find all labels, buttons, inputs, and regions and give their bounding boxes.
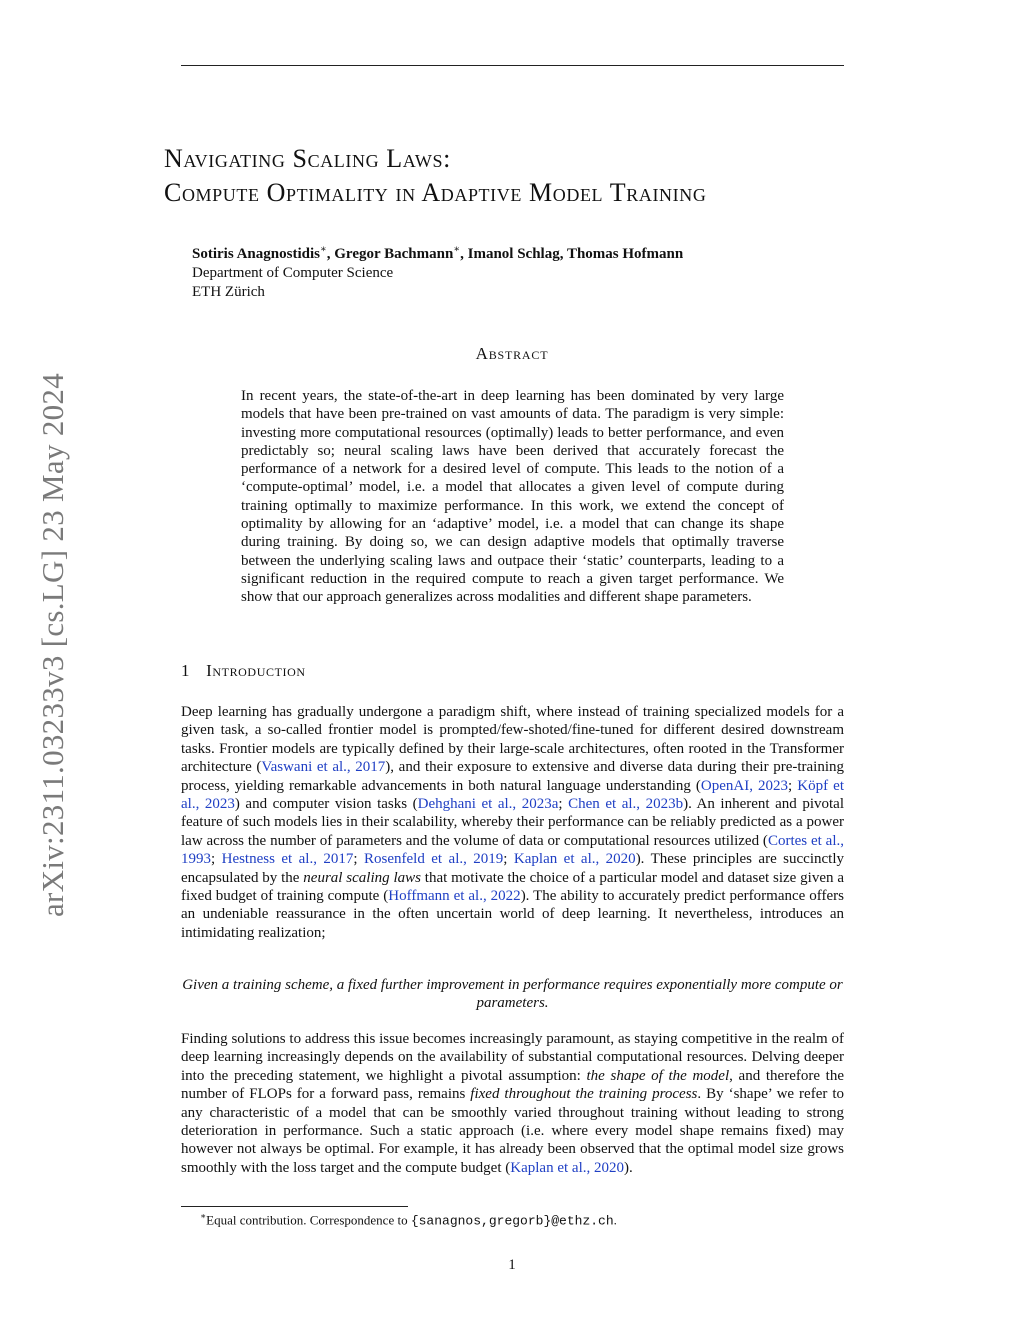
highlighted-statement: Given a training scheme, a fixed further improvement in performance requires exponentially more compute or parameters. [182,977,843,1012]
text-run: that motivate the choice of a particular model and dataset size given a fixed budget of training compute ( [181,869,844,905]
section-title: Introduction [206,661,306,680]
text-run: ) and computer vision tasks ( [234,796,418,813]
text-run: ). An inherent and pivotal feature of such models lies in their scalability, whereby their performance can be reliably predicted as a power law across the number of parameters and the volume of data or computational resources utilized ( [181,796,844,849]
intro-paragraph-2 [181,1030,844,1177]
footnote-mark: ∗ [200,1211,207,1221]
arxiv-sidebar-stamp: arXiv:2311.03233v3 [cs.LG] 23 May 2024 [35,372,70,918]
footnote-text: Equal contribution. Correspondence to [206,1212,411,1228]
citation-link[interactable]: Rosenfeld et al., 2019 [364,851,504,868]
author-names [192,240,683,264]
author-institution: ETH Zürich [192,284,265,300]
text-run: Deep learning has gradually undergone a paradigm shift, where instead of training specialized models for a given task, a so-called frontier model is prompted/few-shoted/fine-tuned for different desired downstream tasks. Frontier models are typically defined by their large-scale architectures, often rooted in the Transformer architecture ( [181,704,844,776]
text-run: , and therefore the number of FLOPs for a forward pass, remains [181,1067,844,1103]
citation-link[interactable]: Hestness et al., 2017 [221,851,354,868]
author-1-mark: ∗ [319,244,327,255]
citation-link[interactable]: Dehghani et al., 2023a [417,796,559,813]
author-1: Sotiris Anagnostidis [192,246,320,262]
text-run: ; [211,851,222,868]
footnote-end: . [613,1212,617,1228]
citation-link[interactable]: Kaplan et al., 2020 [513,851,636,868]
citation-link[interactable]: Cortes et al., 1993 [181,832,844,868]
text-run: ). The ability to accurately predict performance offers an undeniable reassurance in the often uncertain world of deep learning. It nevertheless, introduces an intimidating realization; [181,888,844,941]
footnote [200,1208,617,1229]
text-run: ). These principles are succinctly encapsulated by the [181,851,844,886]
title-line-2: Compute Optimality in Adaptive Model Training [164,178,707,207]
text-run: ). [623,1159,633,1176]
text-run: ; [788,777,798,794]
page-number: 1 [508,1257,516,1273]
author-sep: , [326,246,335,262]
paper-title [164,142,884,210]
footnote-rule [181,1206,408,1207]
citation-link[interactable]: Chen et al., 2023b [568,796,684,813]
text-run: ), and their exposure to extensive and diverse data during their pre-training process, yielding remarkable advancements in both natural language understanding ( [181,759,845,794]
emphasis-text: neural scaling laws [303,869,421,886]
section-number: 1 [181,661,191,680]
citation-link[interactable]: Vaswani et al., 2017 [261,759,386,776]
author-block [192,240,683,302]
author-2: Gregor Bachmann [334,246,454,262]
citation-link[interactable]: Kaplan et al., 2020 [510,1159,624,1176]
author-2-mark: ∗ [453,244,461,255]
citation-link[interactable]: Hoffmann et al., 2022 [388,888,521,905]
text-run: ; [353,851,365,868]
title-line-1: Navigating Scaling Laws: [164,144,451,173]
author-department: Department of Computer Science [192,265,394,281]
text-run: ; [503,851,514,868]
author-others: , Imanol Schlag, Thomas Hofmann [460,246,684,262]
text-run: Finding solutions to address this issue becomes increasingly paramount, as staying competitive in the realm of deep learning increasingly depends on the availability of substantial computational resources. Delving deeper into the preceding statement, we highlight a pivotal assumption: [181,1031,844,1084]
abstract-heading: Abstract [475,344,549,363]
citation-link[interactable]: Köpf et al., 2023 [181,777,844,813]
top-rule [181,65,844,66]
footnote-email: {sanagnos,gregorb}@ethz.ch [410,1213,614,1229]
citation-link[interactable]: OpenAI, 2023 [700,777,789,794]
emphasis-text: the shape of the model [586,1067,730,1084]
emphasis-text: fixed throughout the training process [470,1086,698,1103]
intro-paragraph-1 [181,703,844,942]
text-run: . By ‘shape’ we refer to any characteristic of a model that can be smoothly varied throughout training without leading to strong deterioration in performance. Such a static approach (i.e. where every model shape remains fixed) may however not always be optimal. For example, it has already been observed that the optimal model size grows smoothly with the loss target and the compute budget ( [181,1086,844,1176]
text-run: ; [558,796,569,813]
abstract-text: In recent years, the state-of-the-art in deep learning has been dominated by very large models that have been pre-trained on vast amounts of data. The paradigm is very simple: investing more computational resources (optimally) leads to better performance, and even predictably so; neural scaling laws have been derived that accurately forecast the performance of a network for a desired level of compute. This leads to the notion of a ‘compute-optimal’ model, i.e. a model that allocates a given level of compute during training optimally to maximize performance. In this work, we extend the concept of optimality by allowing for an ‘adaptive’ model, i.e. a model that can change its shape during training. By doing so, we can design adaptive models that optimally traverse between the underlying scaling laws and outpace their ‘static’ counterparts, leading to a significant reduction in the required compute to reach a given target performance. We show that our approach generalizes across modalities and different shape parameters. [241,388,784,606]
section-heading-introduction [181,661,306,681]
